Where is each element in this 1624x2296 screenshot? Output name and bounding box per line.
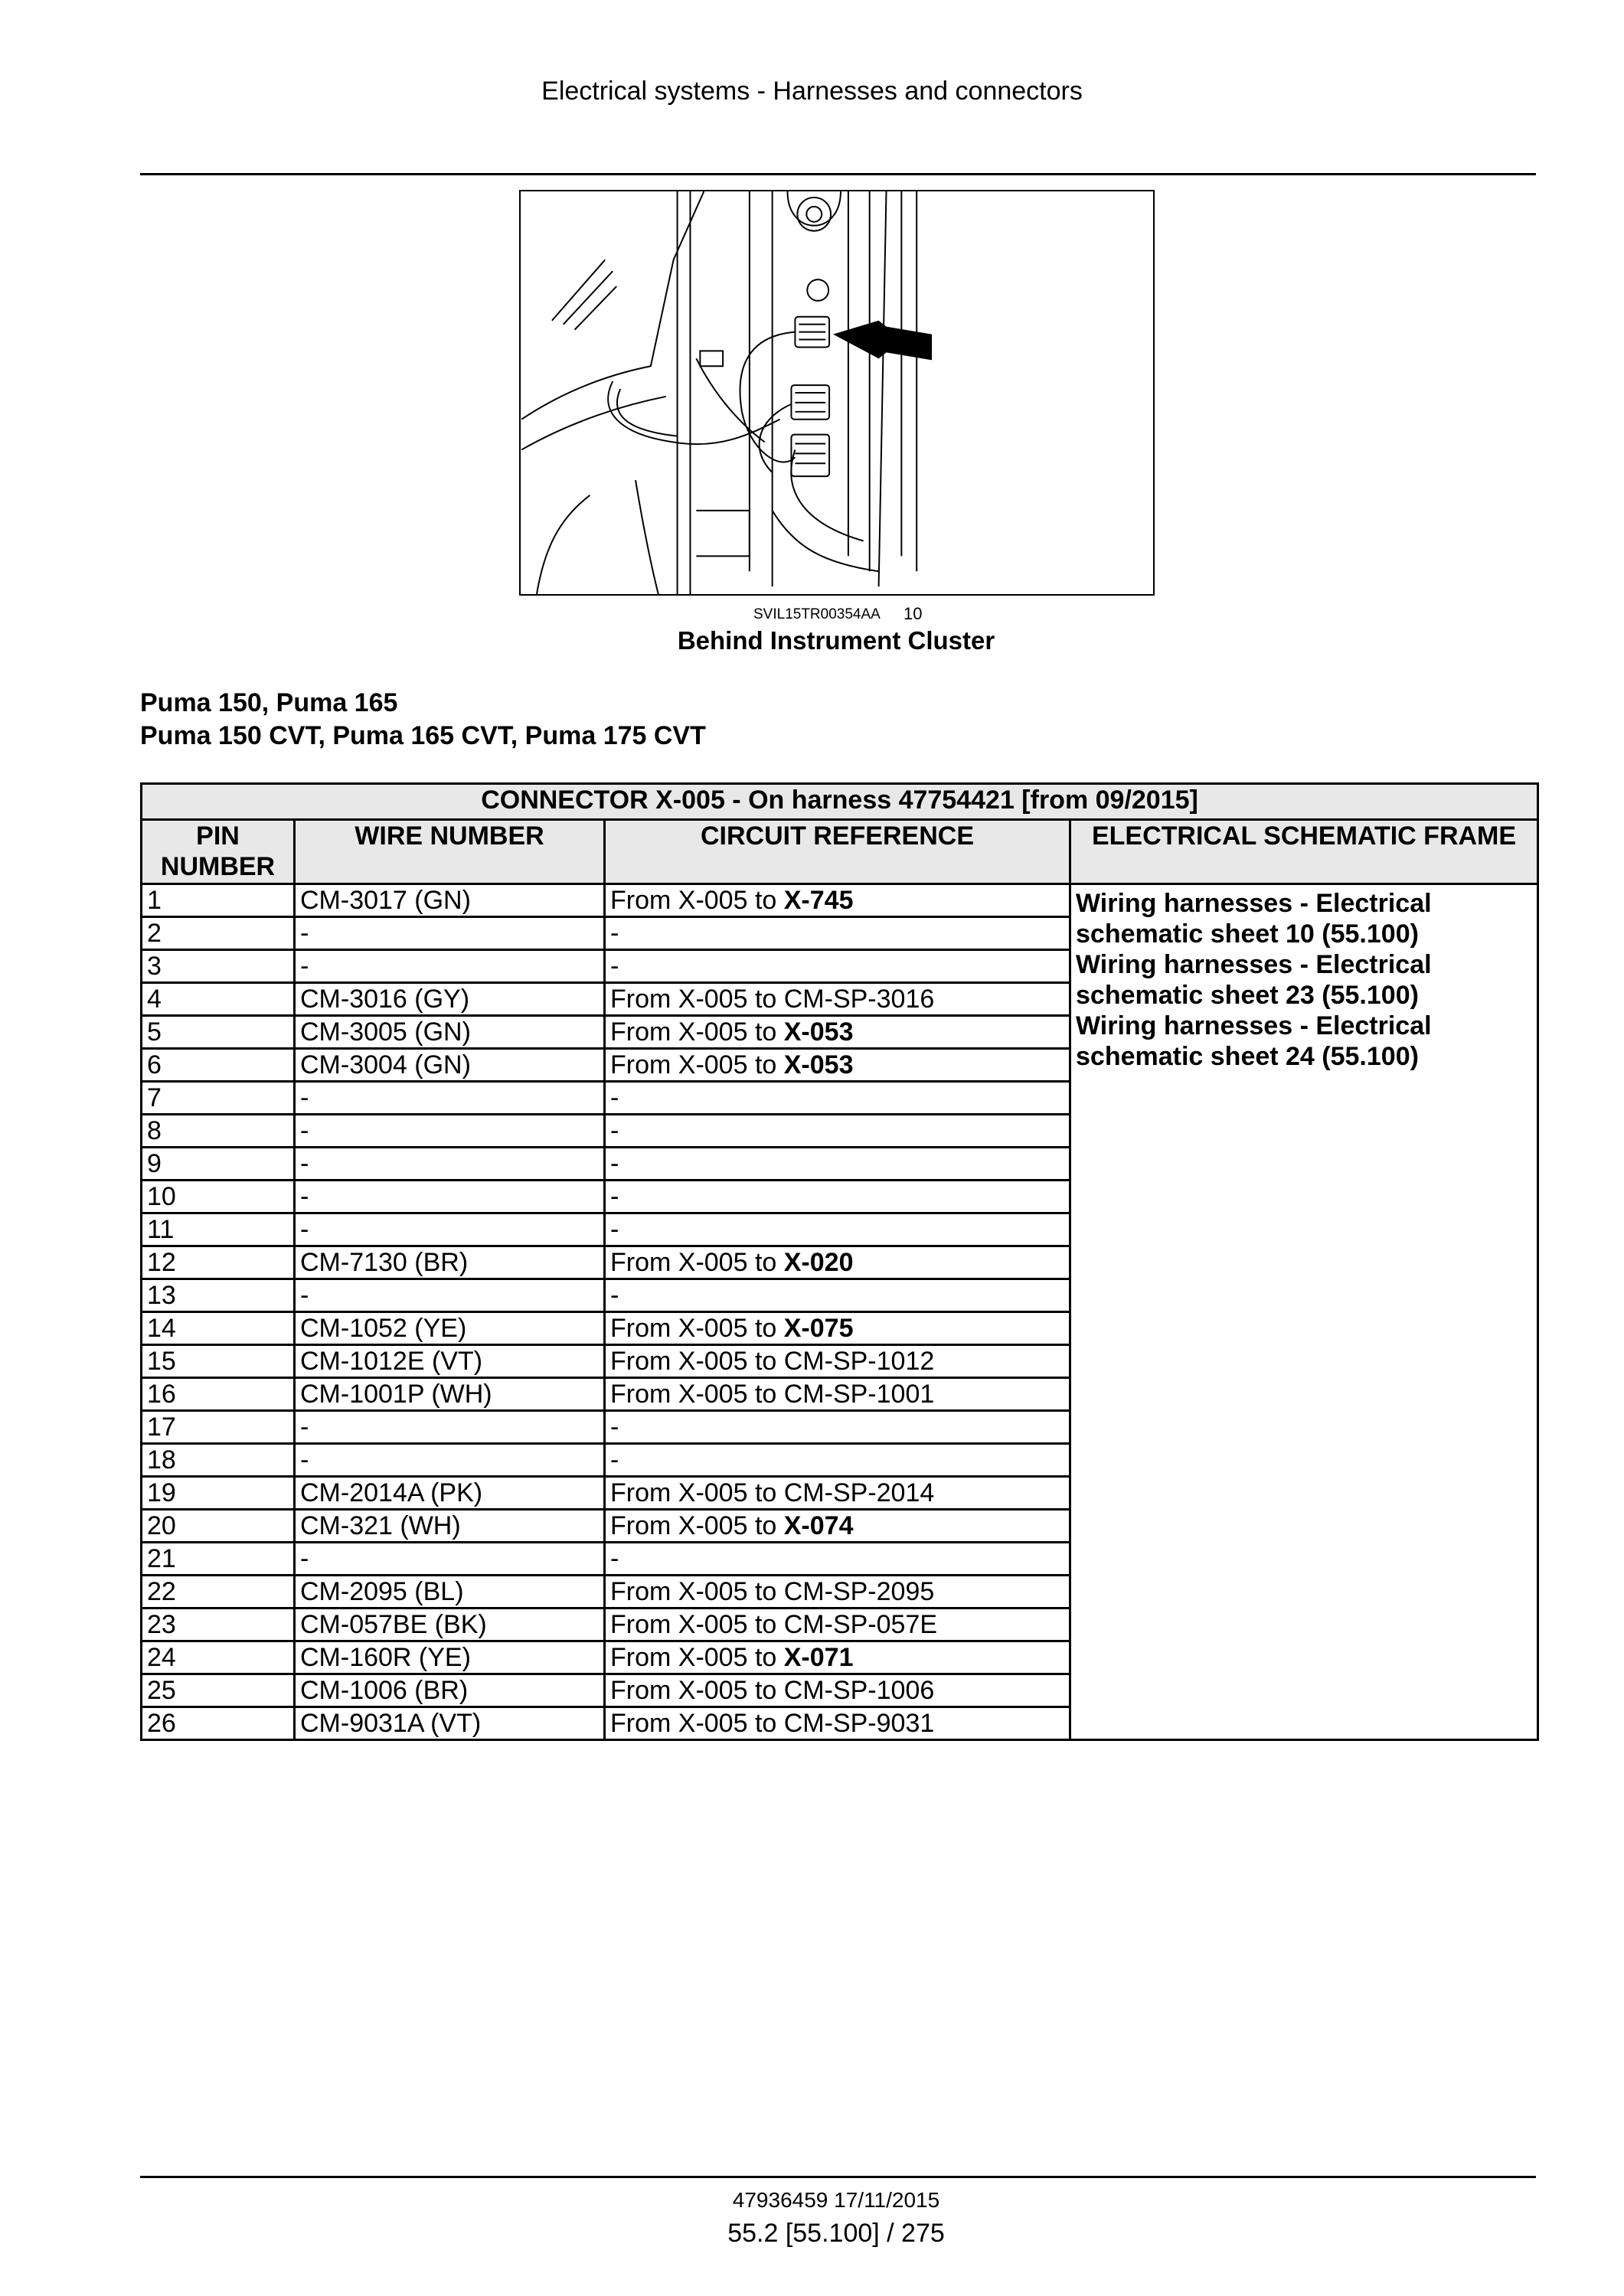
circuit-reference-text: - [610, 1445, 619, 1475]
wire-number-cell: CM-2014A (PK) [295, 1477, 605, 1510]
wire-number-cell: CM-3004 (GN) [295, 1049, 605, 1082]
wire-number-cell: - [295, 1181, 605, 1213]
circuit-reference-text: From X-005 to CM-SP-2014 [610, 1478, 935, 1507]
models-line-1: Puma 150, Puma 165 [140, 688, 398, 717]
circuit-reference-text: - [610, 952, 619, 981]
circuit-reference-text: From X-005 to [610, 1314, 784, 1343]
circuit-reference-cell [605, 1477, 1070, 1510]
circuit-reference-text: - [610, 1083, 619, 1112]
circuit-reference-text: From X-005 to CM-SP-057E [610, 1610, 938, 1639]
figure-code: SVIL15TR00354AA [753, 606, 881, 622]
circuit-reference-text: - [610, 1182, 619, 1211]
circuit-reference-cell [605, 1049, 1070, 1082]
circuit-reference-text: From X-005 to [610, 1643, 784, 1672]
circuit-reference-cell [605, 1148, 1070, 1181]
pin-number-cell: 6 [142, 1049, 295, 1082]
connector-table-body [142, 884, 1538, 1740]
figure-number: 10 [903, 604, 923, 623]
pin-number-cell: 2 [142, 917, 295, 950]
pin-number-cell: 24 [142, 1641, 295, 1674]
wire-number-cell: - [295, 1115, 605, 1148]
schematic-frame-ref: Wiring harnesses - Electrical schematic sheet 10 (55.100) [1076, 889, 1432, 949]
schematic-frame-ref: Wiring harnesses - Electrical schematic sheet 24 (55.100) [1076, 1011, 1432, 1071]
wire-number-cell: CM-3017 (GN) [295, 884, 605, 917]
wire-number-cell: CM-3016 (GY) [295, 983, 605, 1016]
pin-number-cell: 22 [142, 1576, 295, 1609]
models-line-2: Puma 150 CVT, Puma 165 CVT, Puma 175 CVT [140, 721, 706, 750]
col-header-frame: ELECTRICAL SCHEMATIC FRAME [1070, 820, 1538, 884]
circuit-reference-cell [605, 1312, 1070, 1345]
circuit-reference-text: - [610, 1215, 619, 1244]
circuit-reference-text: - [610, 1116, 619, 1145]
connector-link-text: X-053 [783, 1050, 854, 1079]
pin-number-cell: 10 [142, 1181, 295, 1213]
wire-number-cell: - [295, 1148, 605, 1181]
wire-number-cell: CM-3005 (GN) [295, 1016, 605, 1049]
circuit-reference-cell [605, 1674, 1070, 1707]
circuit-reference-cell [605, 1444, 1070, 1477]
page-header-title: Electrical systems - Harnesses and connectors [541, 77, 1083, 106]
pin-number-cell: 17 [142, 1411, 295, 1444]
pin-number-cell: 5 [142, 1016, 295, 1049]
circuit-reference-cell [605, 1641, 1070, 1674]
circuit-reference-text: - [610, 919, 619, 948]
pin-number-cell: 9 [142, 1148, 295, 1181]
circuit-reference-cell [605, 1213, 1070, 1246]
col-header-pin: PIN NUMBER [142, 820, 295, 884]
wire-number-cell: CM-1006 (BR) [295, 1674, 605, 1707]
pin-number-cell: 3 [142, 950, 295, 983]
figure-caption: Behind Instrument Cluster [677, 626, 995, 655]
wire-number-cell: - [295, 1444, 605, 1477]
circuit-reference-cell [605, 1411, 1070, 1444]
wire-number-cell: CM-321 (WH) [295, 1510, 605, 1543]
pin-number-cell: 23 [142, 1609, 295, 1641]
wire-number-cell: - [295, 1082, 605, 1115]
connector-link-text: X-075 [783, 1314, 854, 1343]
pin-number-cell: 18 [142, 1444, 295, 1477]
col-header-wire: WIRE NUMBER [295, 820, 605, 884]
pin-number-cell: 20 [142, 1510, 295, 1543]
connector-link-text: X-053 [783, 1017, 854, 1047]
pin-number-cell: 4 [142, 983, 295, 1016]
circuit-reference-text: From X-005 to [610, 1050, 784, 1079]
wire-number-cell: - [295, 917, 605, 950]
footer-page-number: 55.2 [55.100] / 275 [727, 2219, 945, 2248]
circuit-reference-text: From X-005 to [610, 1511, 784, 1540]
wire-number-cell: CM-1052 (YE) [295, 1312, 605, 1345]
circuit-reference-text: From X-005 to CM-SP-1006 [610, 1676, 935, 1705]
footer-doc-ref: 47936459 17/11/2015 [732, 2188, 940, 2212]
circuit-reference-cell [605, 1016, 1070, 1049]
circuit-reference-text: From X-005 to CM-SP-2095 [610, 1577, 935, 1606]
circuit-reference-text: From X-005 to [610, 886, 784, 915]
wire-number-cell: CM-2095 (BL) [295, 1576, 605, 1609]
connector-table [140, 782, 1539, 1741]
pin-number-cell: 12 [142, 1246, 295, 1279]
pin-number-cell: 15 [142, 1345, 295, 1378]
wire-number-cell: - [295, 1213, 605, 1246]
circuit-reference-text: From X-005 to CM-SP-1001 [610, 1380, 935, 1409]
wire-number-cell: CM-1001P (WH) [295, 1378, 605, 1411]
circuit-reference-cell [605, 884, 1070, 917]
circuit-reference-cell [605, 1181, 1070, 1213]
pin-number-cell: 8 [142, 1115, 295, 1148]
circuit-reference-text: From X-005 to CM-SP-3016 [610, 985, 935, 1014]
circuit-reference-cell [605, 983, 1070, 1016]
pin-number-cell: 25 [142, 1674, 295, 1707]
connector-link-text: X-745 [783, 886, 854, 915]
circuit-reference-cell [605, 950, 1070, 983]
wire-number-cell: CM-057BE (BK) [295, 1609, 605, 1641]
pin-number-cell: 19 [142, 1477, 295, 1510]
wire-number-cell: CM-9031A (VT) [295, 1707, 605, 1740]
circuit-reference-cell [605, 1510, 1070, 1543]
header-divider [140, 173, 1536, 175]
connector-link-text: X-071 [783, 1643, 854, 1672]
circuit-reference-cell [605, 917, 1070, 950]
circuit-reference-cell [605, 1115, 1070, 1148]
connector-table-title: CONNECTOR X-005 - On harness 47754421 [from 09/2015] [142, 784, 1538, 820]
circuit-reference-text: From X-005 to [610, 1248, 784, 1277]
schematic-frame-cell [1070, 884, 1538, 1740]
footer-divider [140, 2176, 1536, 2178]
circuit-reference-text: - [610, 1149, 619, 1178]
pin-number-cell: 16 [142, 1378, 295, 1411]
pin-number-cell: 14 [142, 1312, 295, 1345]
schematic-frame-ref: Wiring harnesses - Electrical schematic sheet 23 (55.100) [1076, 950, 1432, 1010]
circuit-reference-cell [605, 1378, 1070, 1411]
circuit-reference-text: From X-005 to [610, 1017, 784, 1047]
circuit-reference-cell [605, 1246, 1070, 1279]
circuit-reference-cell [605, 1345, 1070, 1378]
circuit-reference-text: From X-005 to CM-SP-9031 [610, 1709, 935, 1738]
wire-number-cell: CM-1012E (VT) [295, 1345, 605, 1378]
circuit-reference-text: - [610, 1413, 619, 1442]
wire-number-cell: - [295, 950, 605, 983]
pin-number-cell: 21 [142, 1543, 295, 1576]
pin-number-cell: 26 [142, 1707, 295, 1740]
pin-number-cell: 7 [142, 1082, 295, 1115]
circuit-reference-cell [605, 1707, 1070, 1740]
circuit-reference-cell [605, 1576, 1070, 1609]
circuit-reference-cell [605, 1082, 1070, 1115]
pin-number-cell: 11 [142, 1213, 295, 1246]
circuit-reference-cell [605, 1279, 1070, 1312]
pin-number-cell: 13 [142, 1279, 295, 1312]
applicable-models [140, 687, 706, 753]
wire-number-cell: - [295, 1279, 605, 1312]
connector-location-figure [519, 190, 1155, 596]
circuit-reference-text: - [610, 1281, 619, 1310]
wire-number-cell: CM-160R (YE) [295, 1641, 605, 1674]
pin-number-cell: 1 [142, 884, 295, 917]
wire-number-cell: - [295, 1411, 605, 1444]
circuit-reference-text: From X-005 to CM-SP-1012 [610, 1347, 935, 1376]
col-header-circuit: CIRCUIT REFERENCE [605, 820, 1070, 884]
circuit-reference-cell [605, 1543, 1070, 1576]
circuit-reference-cell [605, 1609, 1070, 1641]
instrument-cluster-illustration [521, 191, 1153, 594]
table-row [142, 884, 1538, 917]
wire-number-cell: CM-7130 (BR) [295, 1246, 605, 1279]
circuit-reference-text: - [610, 1544, 619, 1573]
connector-link-text: X-074 [783, 1511, 854, 1540]
wire-number-cell: - [295, 1543, 605, 1576]
connector-link-text: X-020 [783, 1248, 854, 1277]
